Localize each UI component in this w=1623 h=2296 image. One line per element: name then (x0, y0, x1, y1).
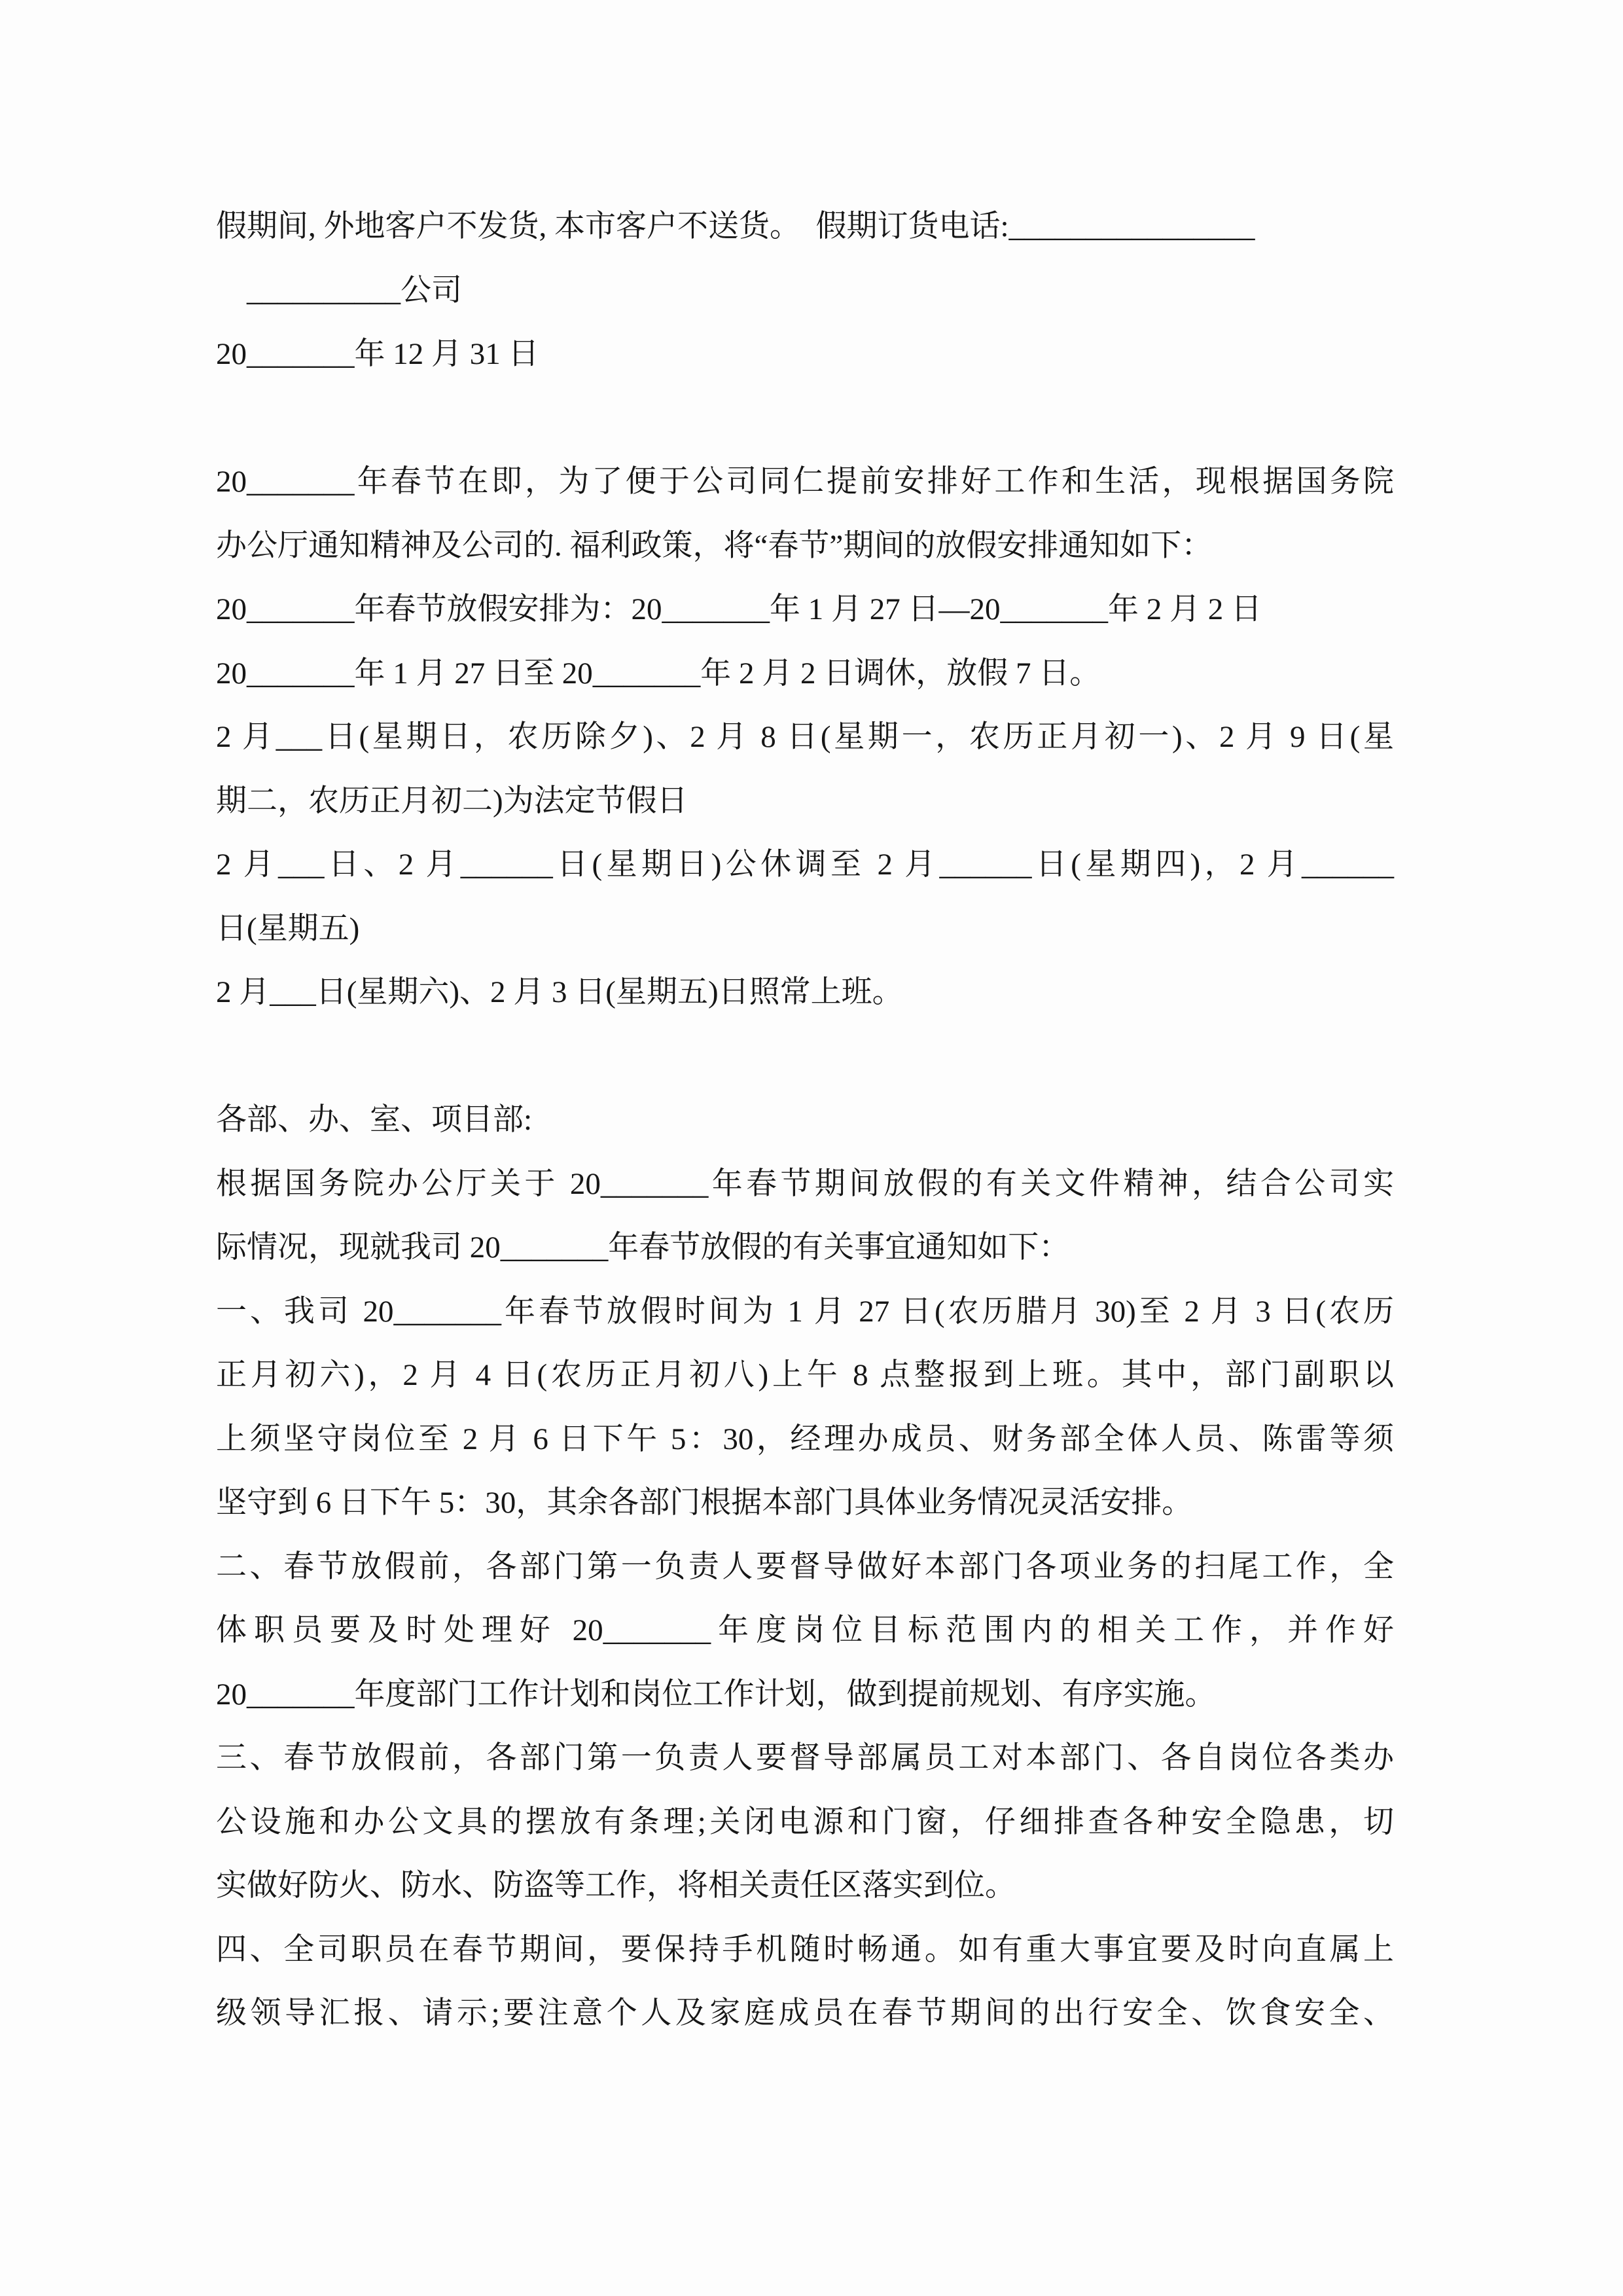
doc-line: 实做好防火、防水、防盗等工作，将相关责任区落实到位。 (216, 1869, 1016, 1903)
doc-line: 正月初六)，2 月 4 日(农历正月初八)上午 8 点整报到上班。其中，部门副职以 (216, 1358, 1394, 1392)
doc-line: 公设施和办公文具的摆放有条理;关闭电源和门窗，仔细排查各种安全隐患，切 (216, 1804, 1394, 1839)
doc-line: 日(星期五) (216, 911, 360, 946)
doc-line: 根据国务院办公厅关于 20_______年春节期间放假的有关文件精神，结合公司实 (216, 1166, 1394, 1201)
doc-line: 级领导汇报、请示;要注意个人及家庭成员在春节期间的出行安全、饮食安全、 (216, 1996, 1394, 2030)
doc-line: 各部、办、室、项目部: (216, 1103, 533, 1137)
doc-line: 际情况，现就我司 20_______年春节放假的有关事宜通知如下： (216, 1230, 1070, 1265)
doc-line: 上须坚守岗位至 2 月 6 日下午 5：30，经理办成员、财务部全体人员、陈雷等须 (216, 1422, 1394, 1456)
doc-line: 假期间, 外地客户不发货, 本市客户不送货。 假期订货电话:________________ (216, 209, 1255, 243)
doc-blank-line (216, 387, 1394, 451)
doc-line: 办公厅通知精神及公司的. 福利政策，将“春节”期间的放假安排通知如下： (216, 528, 1213, 563)
doc-line: 2 月___日(星期六)、2 月 3 日(星期五)日照常上班。 (216, 975, 903, 1009)
doc-line: 20_______年度部门工作计划和岗位工作计划，做到提前规划、有序实施。 (216, 1677, 1216, 1712)
doc-line: 2 月___日(星期日，农历除夕)、2 月 8 日(星期一，农历正月初一)、2 月 9 日(星 (216, 720, 1394, 754)
doc-line: 20_______年春节放假安排为：20_______年 1 月 27 日—20_______年 2 月 2 日 (216, 592, 1262, 626)
doc-line: 三、春节放假前，各部门第一负责人要督导部属员工对本部门、各自岗位各类办 (216, 1741, 1394, 1775)
doc-blank-line (216, 1025, 1394, 1089)
doc-line: 2 月___日、2 月______日(星期日)公休调至 2 月______日(星期四)，2 月______ (216, 848, 1394, 882)
doc-line: 体职员要及时处理好 20_______年度岗位目标范围内的相关工作，并作好 (216, 1613, 1394, 1647)
doc-line: 一、我司 20_______年春节放假时间为 1 月 27 日(农历腊月 30)至 2 月 3 日(农历 (216, 1294, 1394, 1329)
doc-line: 20_______年春节在即，为了便于公司同仁提前安排好工作和生活，现根据国务院 (216, 465, 1394, 499)
doc-line: 期二，农历正月初二)为法定节假日 (216, 783, 688, 818)
doc-line: 20_______年 1 月 27 日至 20_______年 2 月 2 日调休，放假 7 日。 (216, 656, 1101, 691)
doc-line: 坚守到 6 日下午 5：30，其余各部门根据本部门具体业务情况灵活安排。 (216, 1486, 1193, 1520)
doc-line: 20_______年 12 月 31 日 (216, 337, 539, 371)
doc-line: 二、春节放假前，各部门第一负责人要督导做好本部门各项业务的扫尾工作，全 (216, 1549, 1394, 1584)
doc-line: __________公司 (216, 273, 462, 308)
doc-line: 四、全司职员在春节期间，要保持手机随时畅通。如有重大事宜要及时向直属上 (216, 1932, 1394, 1967)
